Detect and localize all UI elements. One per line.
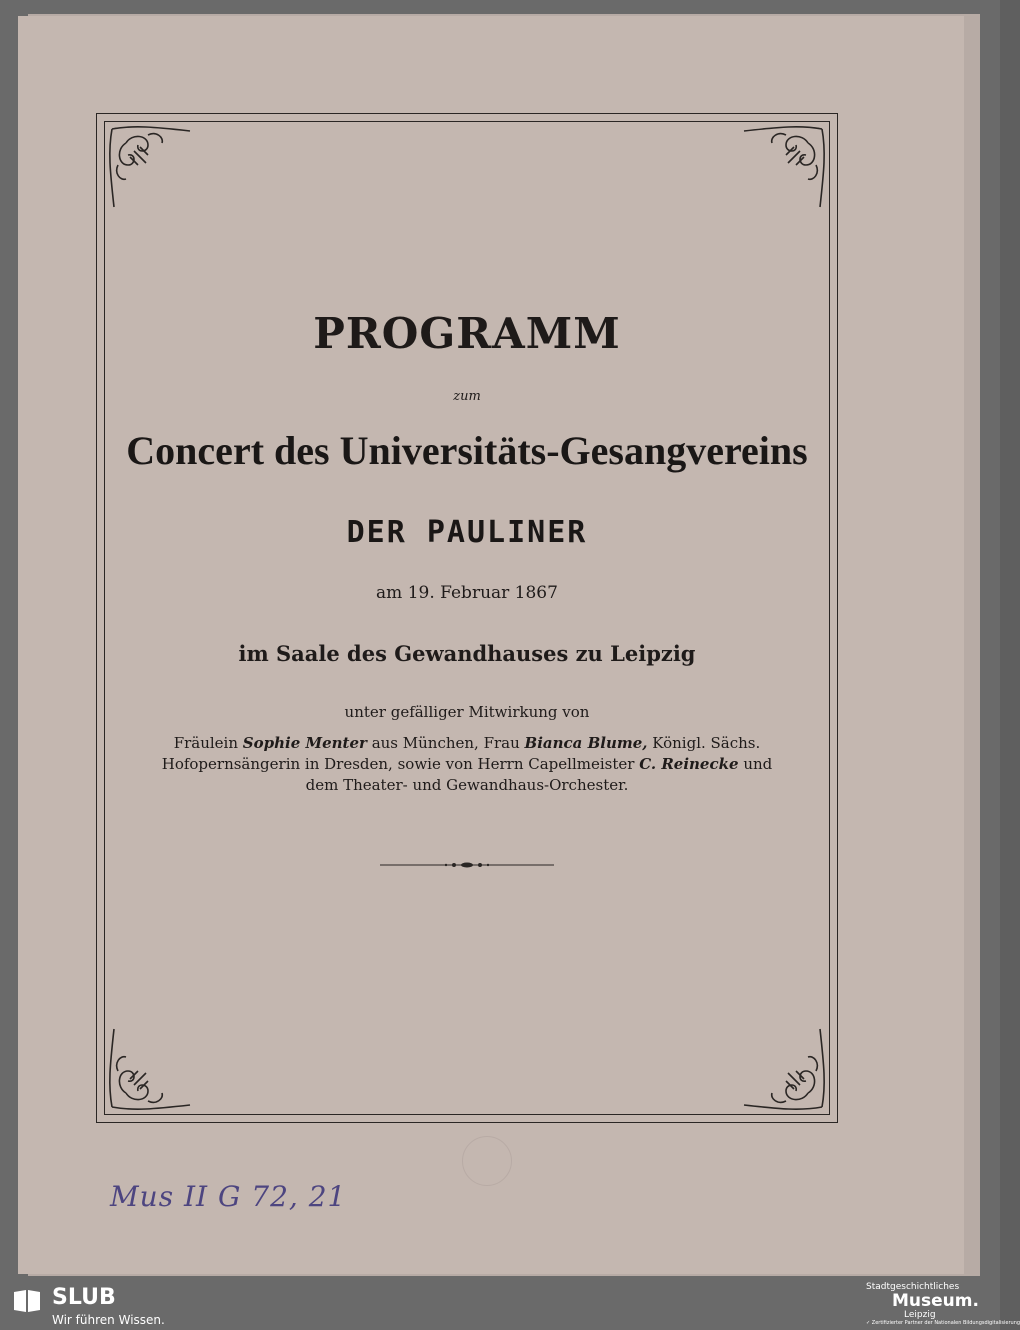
- society-name: DER PAULINER: [346, 515, 588, 550]
- program-title: PROGRAMM: [313, 309, 621, 358]
- slub-logo-icon[interactable]: [12, 1288, 42, 1314]
- performer-name-reinecke: C. Reinecke: [639, 755, 739, 773]
- museum-partner-note: ✓ Zertifizierter Partner der Nationalen Bildungsdigitalisierung: [866, 1320, 1020, 1326]
- program-content: [104, 121, 830, 1115]
- performer-name-blume: Bianca Blume,: [524, 734, 648, 752]
- slub-logo-text[interactable]: SLUB: [52, 1285, 116, 1310]
- slub-tagline: Wir führen Wissen.: [52, 1313, 165, 1327]
- cooperation-line: unter gefälliger Mitwirkung von: [344, 703, 590, 721]
- museum-logo-top: Stadtgeschichtliches: [866, 1282, 960, 1292]
- performers-text-2: aus München, Frau: [366, 734, 525, 752]
- concert-title: Concert des Universitäts-Gesangvereins: [126, 428, 808, 473]
- museum-logo-text[interactable]: Museum.: [892, 1291, 979, 1311]
- museum-logo-city: Leipzig: [904, 1310, 936, 1320]
- performers-paragraph: [144, 733, 790, 796]
- performers-text-4: und dem Theater- und Gewandhaus-Orchester.: [305, 755, 773, 794]
- zum-label: zum: [453, 389, 481, 404]
- performers-text-1: Fräulein: [173, 734, 243, 752]
- catalog-annotation: Mus II G 72, 21: [110, 1180, 347, 1213]
- performer-name-menter: Sophie Menter: [242, 734, 367, 752]
- concert-venue: im Saale des Gewandhauses zu Leipzig: [238, 641, 696, 666]
- faint-stamp: [462, 1136, 512, 1186]
- concert-date: am 19. Februar 1867: [376, 583, 558, 603]
- ornamental-divider-icon: [380, 854, 554, 862]
- performers-text-3: Königl. Sächs. Hofopernsängerin in Dresden, sowie von Herrn Capellmeister: [161, 734, 761, 773]
